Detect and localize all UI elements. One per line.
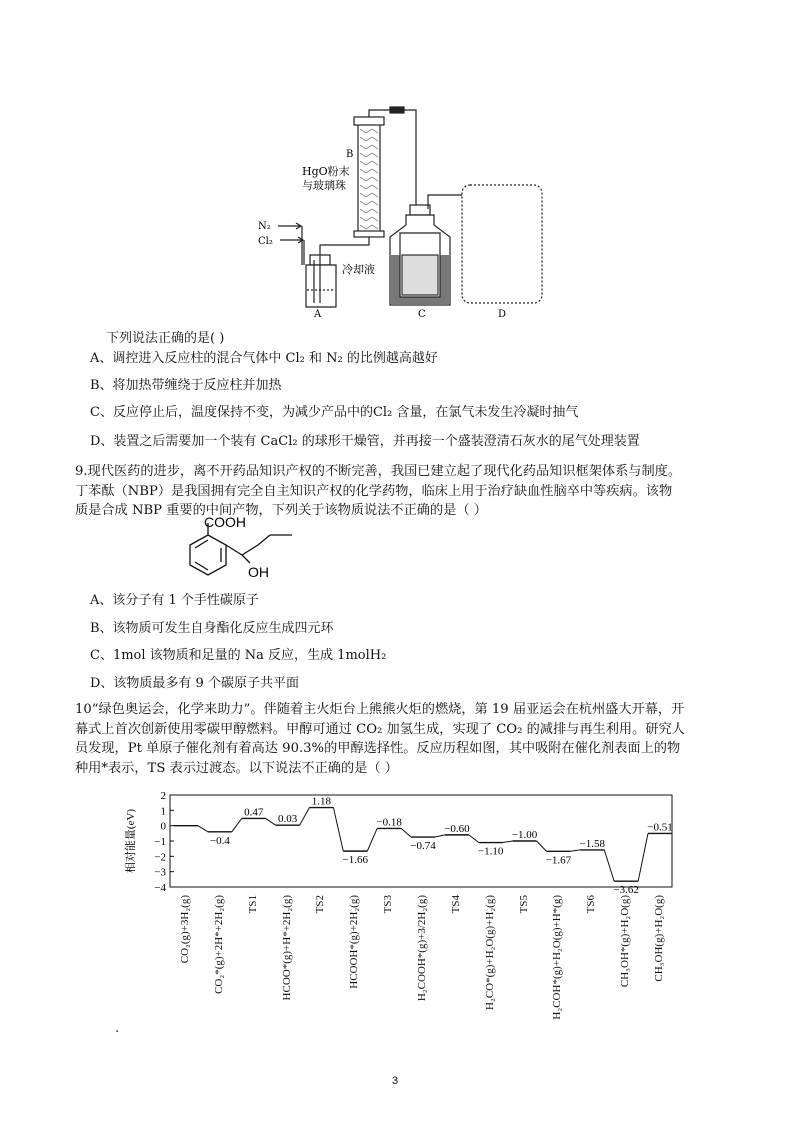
- q10-stem-line-1: 10“绿色奥运会，化学来助力”。伴随着主火炬台上熊熊火炬的燃烧，第 19 届亚运会在杭州盛大开幕，开: [75, 702, 685, 717]
- energy-connector: [232, 818, 242, 831]
- y-tick-label: −3: [154, 866, 166, 879]
- q10-stem-line-4: 种用*表示，TS 表示过渡态。以下说法不正确的是（ ）: [75, 760, 398, 776]
- q9-structure-diagram: [160, 515, 320, 595]
- q9-structure-oh: OH: [248, 564, 269, 580]
- y-tick-label: −2: [154, 851, 166, 864]
- q9-stem-line-2: 丁苯酞（NBP）是我国拥有完全自主知识产权的化学药物，临床上用于治疗缺血性脑卒中等疾病。该物: [75, 483, 673, 499]
- x-category-label: CO₂*(g)+2H*+2H₂(g): [212, 895, 225, 994]
- x-category-label: TS3: [382, 895, 395, 914]
- x-category-label: TS2: [314, 895, 327, 914]
- energy-connector: [570, 850, 580, 851]
- x-category-label: TS6: [585, 895, 598, 914]
- energy-value-label: −0.60: [444, 822, 470, 835]
- footer-dot: .: [115, 1021, 120, 1036]
- energy-value-label: −3.62: [613, 884, 639, 897]
- q10-stem-line-2: 幕式上首次创新使用零碳甲醇燃料。甲醇可通过 CO₂ 加氢生成，实现了 CO₂ 的减排与再生利用。研究人: [75, 721, 685, 737]
- q8-stem: 下列说法正确的是( ): [106, 331, 225, 346]
- energy-value-label: 0.03: [277, 813, 298, 826]
- x-category-label: H₂CO*(g)+H₂O(g)+H₂(g): [483, 895, 496, 1010]
- label-A: A: [314, 309, 322, 320]
- label-cl2: Cl₂: [258, 236, 273, 247]
- energy-connector: [537, 841, 547, 851]
- q9-option-c: C、1mol 该物质和足量的 Na 反应，生成 1molH₂: [90, 648, 387, 663]
- energy-connector: [198, 826, 208, 832]
- x-category-label: HCOOH*(g)+2H₂(g): [348, 895, 361, 989]
- energy-value-label: −1.00: [511, 829, 538, 841]
- q10-stem: [75, 700, 685, 778]
- chart-marks: [174, 796, 673, 897]
- energy-value-label: −0.51: [647, 821, 673, 834]
- q8-option-d: D、装置之后需要加一个装有 CaCl₂ 的球形干燥管，并再接一个盛装澄清石灰水的尾气处理装置: [90, 434, 640, 449]
- y-tick-label: −4: [154, 882, 166, 894]
- q9-stem-line-1: 9.现代医药的进步，离不开药品知识产权的不断完善，我国已建立起了现代化药品知识框架体系与制度。: [75, 464, 682, 479]
- energy-value-label: −0.18: [376, 816, 402, 829]
- page-number: 3: [392, 1075, 399, 1087]
- label-D: D: [498, 309, 507, 320]
- x-category-label: CH₃OH(g)+H₂O(g): [653, 895, 665, 982]
- x-category-label: TS4: [449, 895, 462, 914]
- energy-profile-chart: [120, 790, 680, 900]
- energy-connector: [333, 808, 343, 852]
- x-category-label: HCOO*(g)+H*+2H₂(g): [280, 895, 293, 1001]
- x-category-label: TS1: [246, 895, 259, 914]
- x-category-label: TS5: [517, 895, 530, 914]
- label-B: B: [346, 149, 354, 160]
- q10-stem-line-3: 员发现，Pt 单原子催化剂有着高达 90.3%的甲醇选择性。反应历程如图，其中吸附在催化剂表面上的物: [75, 741, 681, 756]
- q8-option-b: B、将加热带缠绕于反应柱并加热: [90, 378, 282, 393]
- energy-value-label: 0.47: [244, 806, 264, 819]
- energy-connector: [638, 833, 648, 881]
- label-hgo-2: 与玻璃珠: [302, 179, 346, 192]
- energy-value-label: 1.18: [311, 795, 332, 808]
- energy-value-label: −1.10: [477, 845, 504, 858]
- y-tick-label: 1: [160, 805, 166, 818]
- energy-value-label: −0.4: [209, 834, 230, 847]
- q9-option-b: B、该物质可发生自身酯化反应生成四元环: [90, 621, 334, 636]
- label-n2: N₂: [258, 221, 271, 232]
- x-category-label: H₂COH*(g)+H₂O(g)+H*(g): [551, 895, 564, 1020]
- energy-connector: [503, 841, 513, 843]
- y-axis-label: 相对能量(eV): [125, 808, 137, 874]
- y-tick-label: 2: [160, 790, 166, 802]
- x-category-label: CO₂(g)+3H₂(g): [179, 895, 191, 964]
- q9-option-d: D、该物质最多有 9 个碳原子共平面: [90, 676, 299, 691]
- q9-stem: [75, 462, 681, 521]
- x-category-label: H₂COOH*(g)+3/2H₂(g): [416, 895, 428, 1002]
- energy-value-label: −1.66: [342, 854, 369, 867]
- energy-value-label: −1.67: [545, 854, 572, 867]
- x-category-label: CH₃OH*(g)+H₂O(g): [619, 895, 632, 988]
- energy-value-label: −1.58: [579, 837, 606, 850]
- q8-option-a: A、调控进入反应柱的混合气体中 Cl₂ 和 N₂ 的比例越高越好: [90, 351, 438, 366]
- energy-connector: [435, 835, 445, 837]
- energy-connector: [401, 828, 411, 837]
- q9-structure-cooh: COOH: [204, 515, 246, 530]
- energy-connector: [604, 850, 614, 881]
- label-C: C: [418, 309, 426, 320]
- q9-stem-line-3: 质是合成 NBP 重要的中间产物，下列关于该物质说法不正确的是（ ）: [75, 503, 487, 518]
- energy-connector: [300, 808, 310, 826]
- label-coolant: 冷却液: [342, 263, 375, 276]
- energy-connector: [266, 818, 276, 825]
- energy-value-label: −0.74: [410, 840, 436, 853]
- energy-connector: [367, 828, 377, 851]
- q9-option-a: A、该分子有 1 个手性碳原子: [90, 593, 259, 608]
- apparatus-diagram: [240, 105, 570, 320]
- y-tick-label: −1: [154, 836, 166, 848]
- y-tick-label: 0: [160, 820, 166, 833]
- energy-connector: [469, 835, 479, 843]
- label-hgo-1: HgO粉末: [302, 165, 350, 178]
- q8-option-c: C、反应停止后，温度保持不变，为减少产品中的Cl₂ 含量，在氯气未发生冷凝时抽气: [90, 405, 579, 420]
